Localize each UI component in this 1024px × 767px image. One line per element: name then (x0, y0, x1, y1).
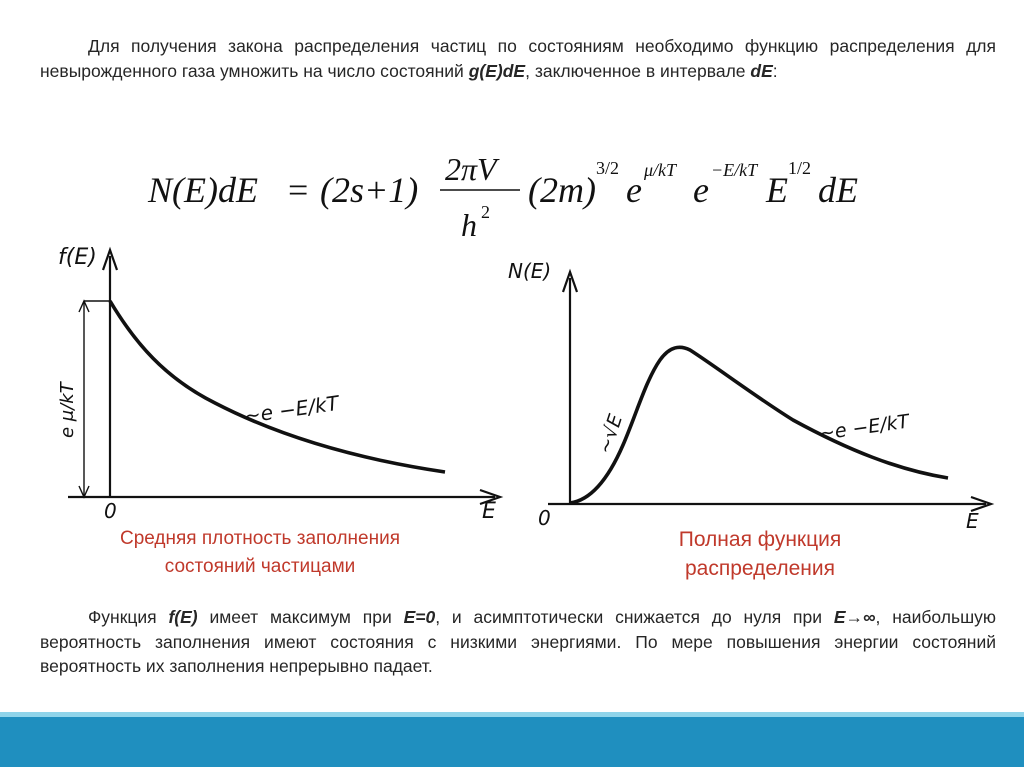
formula-exp1-base: e (626, 170, 642, 210)
intro-text-2: , заключенное в интервале (525, 60, 751, 81)
formula-mass: (2m) (528, 170, 596, 210)
formula-energy-exponent: 1/2 (788, 158, 812, 178)
formula-energy: E (766, 170, 788, 210)
conclusion-text-2: имеет максимум при (197, 607, 404, 627)
formula-mass-exponent: 3/2 (596, 158, 620, 178)
right-caption-line-2: распределения (685, 557, 835, 580)
formula-tail: dE (818, 170, 858, 210)
left-caption-line-2: состояний частицами (164, 556, 356, 577)
formula-numerator: 2πV (445, 151, 497, 187)
right-origin-label: 0 (538, 506, 551, 530)
left-value-label: e μ/kT (57, 382, 78, 438)
formula-exp2-power: −E/kT (711, 160, 758, 180)
formula-exp2-base: e (693, 170, 709, 210)
left-x-label: E (482, 499, 496, 524)
right-x-label: E (966, 509, 979, 533)
left-caption (70, 525, 450, 581)
formula-denominator-exponent: 2 (481, 202, 490, 222)
footer-band (0, 712, 1024, 767)
right-plot (508, 250, 998, 545)
conclusion-einf-term: E→∞ (833, 607, 876, 627)
right-rise-label: ~√E (593, 411, 628, 457)
formula-exp1-power: μ/kT (644, 160, 677, 180)
formula-lhs: N(E)dE (148, 170, 258, 210)
conclusion-paragraph (40, 605, 996, 679)
left-curve (110, 301, 445, 472)
right-caption-line-1: Полная функция (678, 528, 842, 551)
left-y-label: f(E) (58, 245, 97, 270)
intro-text-3: : (772, 60, 778, 81)
formula-degeneracy: (2s+1) (320, 170, 419, 210)
footer-bar (0, 717, 1024, 767)
formula-denominator: h (461, 207, 477, 243)
conclusion-e0-term: E=0 (403, 607, 436, 627)
left-curve-label: ~e −E/kT (242, 390, 341, 428)
left-caption-line-1: Средняя плотность заполнения (119, 528, 400, 549)
conclusion-text-1: Функция (88, 607, 169, 627)
intro-text-1: Для получения закона распределения частиц по состояниям необходимо функцию распределения для невырожденного газа умножить на число состояний (40, 36, 996, 81)
intro-de-term: dE (750, 60, 773, 81)
right-y-label: N(E) (508, 259, 552, 283)
left-plot (40, 238, 510, 533)
conclusion-text-3: , и асимптотически снижается до нуля при (435, 607, 834, 627)
distribution-formula (148, 150, 888, 245)
formula-equals: = (288, 170, 309, 210)
intro-paragraph (40, 34, 996, 83)
conclusion-fe-term: f(E) (168, 607, 198, 627)
left-origin-label: 0 (104, 499, 117, 523)
intro-g-term: g(E)dE (468, 60, 526, 81)
conclusion-text-4: , наибольшую вероятность заполнения имеют состояния с низкими энергиями. По мере повышения энергии состояний вероятность их заполнения непрерывно падает. (40, 607, 997, 676)
right-caption (610, 525, 910, 583)
right-curve-label: ~e −E/kT (817, 410, 911, 445)
